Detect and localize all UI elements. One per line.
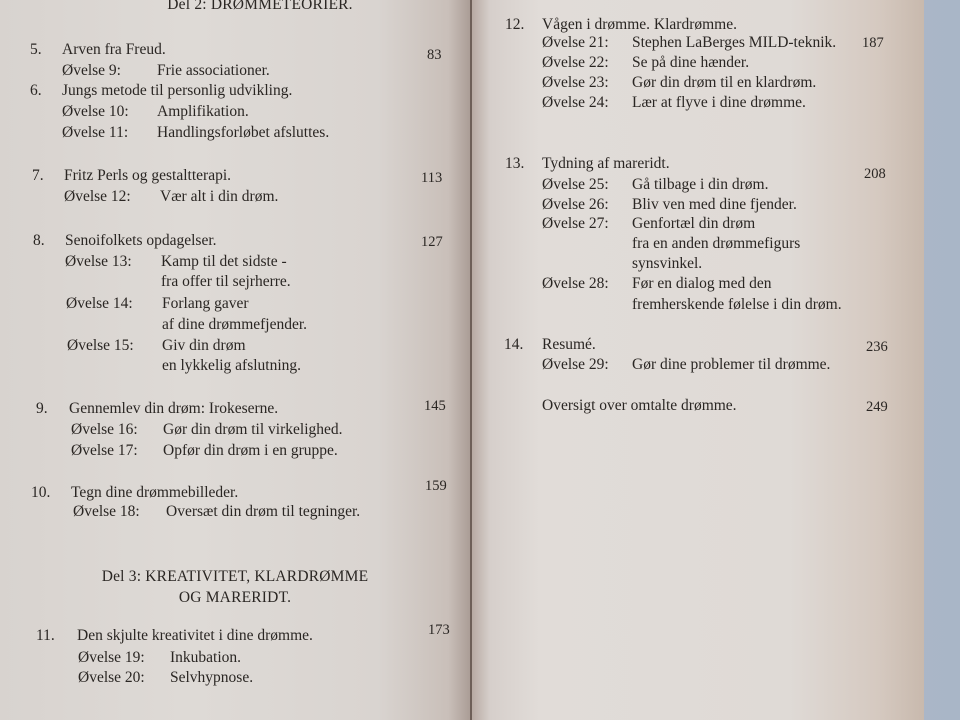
exercise-label: Øvelse 11: bbox=[62, 124, 129, 141]
chapter-number: 9. bbox=[36, 400, 48, 417]
exercise-title-continued: af dine drømmefjender. bbox=[162, 316, 308, 333]
chapter-number: 8. bbox=[33, 232, 45, 249]
chapter-number: 14. bbox=[504, 336, 524, 353]
page-number: 83 bbox=[427, 47, 442, 63]
exercise-label: Øvelse 13: bbox=[65, 253, 132, 270]
exercise-title-continued: fra offer til sejrherre. bbox=[161, 273, 291, 290]
exercise-title: Amplifikation. bbox=[157, 103, 249, 120]
exercise-label: Øvelse 20: bbox=[78, 669, 145, 686]
exercise-title: Gør din drøm til en klardrøm. bbox=[632, 74, 817, 91]
chapter-title: Gennemlev din drøm: Irokeserne. bbox=[69, 400, 279, 417]
exercise-title: Bliv ven med dine fjender. bbox=[632, 196, 797, 213]
right-page bbox=[472, 0, 924, 720]
chapter-title: Fritz Perls og gestaltterapi. bbox=[64, 167, 232, 184]
page-number: 145 bbox=[424, 398, 446, 414]
part2-heading: Del 2: DRØMMETEORIER. bbox=[167, 0, 353, 13]
exercise-title-continued: fremherskende følelse i din drøm. bbox=[632, 296, 842, 313]
exercise-title: Giv din drøm bbox=[162, 337, 246, 354]
exercise-label: Øvelse 23: bbox=[542, 74, 609, 91]
exercise-title: Gå tilbage i din drøm. bbox=[632, 176, 769, 193]
chapter-title: Vågen i drømme. Klardrømme. bbox=[542, 16, 737, 33]
exercise-label: Øvelse 29: bbox=[542, 356, 609, 373]
chapter-title: Tydning af mareridt. bbox=[542, 155, 670, 172]
exercise-title: Lær at flyve i dine drømme. bbox=[632, 94, 806, 111]
exercise-label: Øvelse 10: bbox=[62, 103, 129, 120]
page-number: 249 bbox=[866, 399, 888, 415]
exercise-title: Vær alt i din drøm. bbox=[160, 188, 279, 205]
exercise-title: Inkubation. bbox=[170, 649, 242, 666]
exercise-label: Øvelse 24: bbox=[542, 94, 609, 111]
chapter-title: Senoifolkets opdagelser. bbox=[65, 232, 217, 249]
exercise-title: Genfortæl din drøm bbox=[632, 215, 756, 232]
exercise-title: Frie associationer. bbox=[157, 62, 270, 79]
page-number: 173 bbox=[428, 622, 450, 638]
exercise-label: Øvelse 15: bbox=[67, 337, 134, 354]
appendix-title: Oversigt over omtalte drømme. bbox=[542, 397, 737, 414]
chapter-number: 10. bbox=[31, 484, 51, 501]
exercise-label: Øvelse 26: bbox=[542, 196, 609, 213]
page-number: 187 bbox=[862, 35, 884, 51]
exercise-label: Øvelse 12: bbox=[64, 188, 131, 205]
exercise-title-continued: fra en anden drømmefigurs bbox=[632, 235, 801, 252]
chapter-number: 13. bbox=[505, 155, 525, 172]
part3-heading-line2: OG MARERIDT. bbox=[178, 589, 292, 606]
left-page bbox=[0, 0, 472, 720]
chapter-title: Tegn dine drømmebilleder. bbox=[71, 484, 239, 501]
exercise-title-continued: synsvinkel. bbox=[632, 255, 703, 272]
exercise-title: Kamp til det sidste - bbox=[161, 253, 287, 270]
exercise-label: Øvelse 27: bbox=[542, 215, 609, 232]
page-number: 236 bbox=[866, 339, 888, 355]
exercise-label: Øvelse 17: bbox=[71, 442, 138, 459]
exercise-title: Før en dialog med den bbox=[632, 275, 772, 292]
exercise-title: Gør dine problemer til drømme. bbox=[632, 356, 831, 373]
chapter-title: Arven fra Freud. bbox=[62, 41, 166, 58]
page-number: 127 bbox=[421, 234, 443, 250]
exercise-title-continued: en lykkelig afslutning. bbox=[162, 357, 302, 374]
part3-heading bbox=[85, 566, 385, 608]
chapter-title: Jungs metode til personlig udvikling. bbox=[62, 82, 293, 99]
exercise-label: Øvelse 9: bbox=[62, 62, 121, 79]
exercise-title: Gør din drøm til virkelighed. bbox=[163, 421, 343, 438]
part3-heading-line1: Del 3: KREATIVITET, KLARDRØMME bbox=[101, 568, 369, 585]
exercise-title: Handlingsforløbet afsluttes. bbox=[157, 124, 330, 141]
chapter-number: 5. bbox=[30, 41, 42, 58]
exercise-label: Øvelse 25: bbox=[542, 176, 609, 193]
exercise-title: Selvhypnose. bbox=[170, 669, 254, 686]
exercise-title: Stephen LaBerges MILD-teknik. bbox=[632, 34, 837, 51]
chapter-number: 11. bbox=[36, 627, 55, 644]
page-number: 159 bbox=[425, 478, 447, 494]
exercise-label: Øvelse 18: bbox=[73, 503, 140, 520]
exercise-label: Øvelse 22: bbox=[542, 54, 609, 71]
exercise-label: Øvelse 14: bbox=[66, 295, 133, 312]
chapter-title: Resumé. bbox=[542, 336, 596, 353]
chapter-number: 7. bbox=[32, 167, 44, 184]
exercise-title: Se på dine hænder. bbox=[632, 54, 750, 71]
exercise-label: Øvelse 28: bbox=[542, 275, 609, 292]
chapter-number: 6. bbox=[30, 82, 42, 99]
exercise-label: Øvelse 21: bbox=[542, 34, 609, 51]
exercise-title: Oversæt din drøm til tegninger. bbox=[166, 503, 361, 520]
exercise-title: Opfør din drøm i en gruppe. bbox=[163, 442, 338, 459]
page-number: 208 bbox=[864, 166, 886, 182]
page-number: 113 bbox=[421, 170, 443, 186]
exercise-title: Forlang gaver bbox=[162, 295, 249, 312]
exercise-label: Øvelse 16: bbox=[71, 421, 138, 438]
chapter-number: 12. bbox=[505, 16, 525, 33]
chapter-title: Den skjulte kreativitet i dine drømme. bbox=[77, 627, 313, 644]
exercise-label: Øvelse 19: bbox=[78, 649, 145, 666]
